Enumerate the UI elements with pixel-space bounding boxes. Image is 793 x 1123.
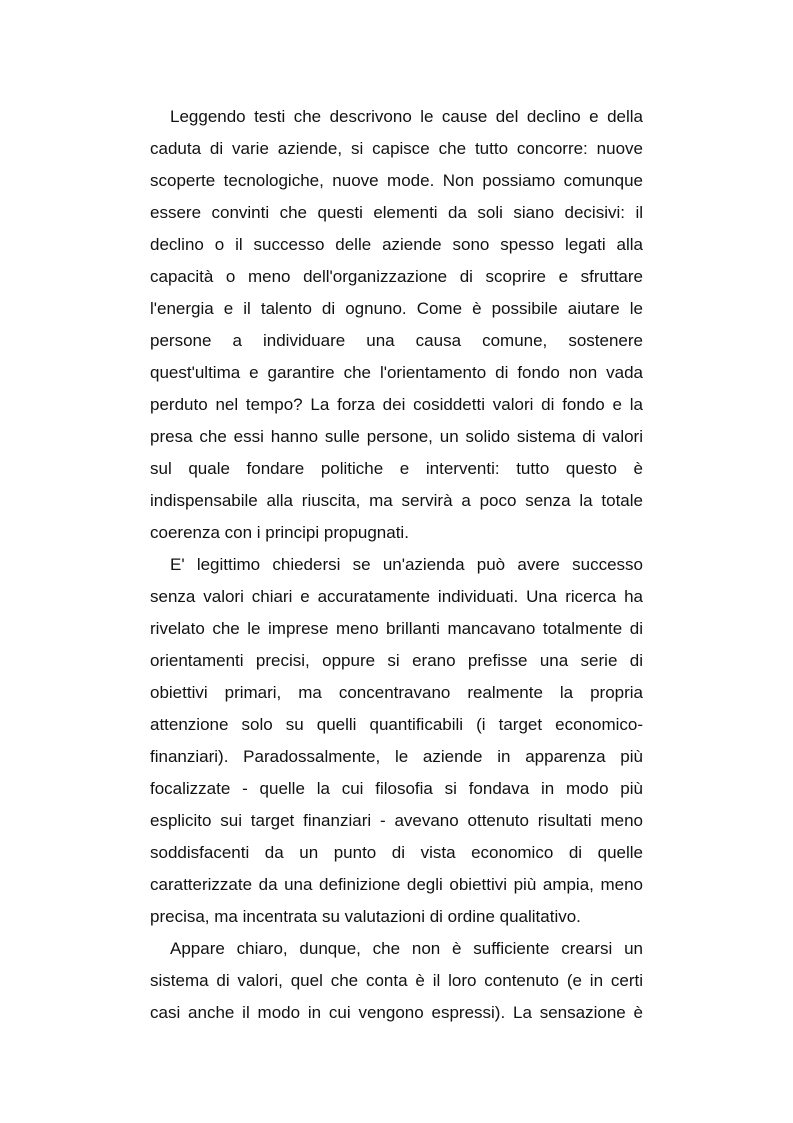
text-line: orientamenti precisi, oppure si erano prefisse una serie di: [150, 651, 643, 670]
text-line: caduta di varie aziende, si capisce che tutto concorre: nuove: [150, 139, 643, 158]
text-line: esplicito sui target finanziari - avevano ottenuto risultati meno: [150, 811, 643, 830]
paragraph: [150, 549, 643, 933]
text-line: soddisfacenti da un punto di vista economico di quelle: [150, 843, 643, 862]
text-line: Appare chiaro, dunque, che non è sufficiente crearsi un: [170, 939, 643, 958]
text-line: persone a individuare una causa comune, sostenere: [150, 331, 643, 350]
text-line: declino o il successo delle aziende sono spesso legati alla: [150, 235, 643, 254]
text-line: caratterizzate da una definizione degli obiettivi più ampia, meno: [150, 875, 643, 894]
text-line: obiettivi primari, ma concentravano realmente la propria: [150, 683, 643, 702]
text-line: essere convinti che questi elementi da soli siano decisivi: il: [150, 203, 643, 222]
text-line: E' legittimo chiedersi se un'azienda può avere successo: [170, 555, 643, 574]
text-line: focalizzate - quelle la cui filosofia si fondava in modo più: [150, 779, 643, 798]
text-line: Leggendo testi che descrivono le cause del declino e della: [170, 107, 643, 126]
text-line: rivelato che le imprese meno brillanti mancavano totalmente di: [150, 619, 643, 638]
paragraph: [150, 101, 643, 549]
body-text: [150, 101, 643, 1029]
text-line: precisa, ma incentrata su valutazioni di ordine qualitativo.: [150, 907, 581, 926]
text-line: finanziari). Paradossalmente, le aziende in apparenza più: [150, 747, 643, 766]
text-line: casi anche il modo in cui vengono espressi). La sensazione è: [150, 1003, 643, 1022]
text-line: indispensabile alla riuscita, ma servirà a poco senza la totale: [150, 491, 643, 510]
text-line: coerenza con i principi propugnati.: [150, 523, 409, 542]
text-line: scoperte tecnologiche, nuove mode. Non possiamo comunque: [150, 171, 643, 190]
text-line: attenzione solo su quelli quantificabili (i target economico-: [150, 715, 643, 734]
text-line: quest'ultima e garantire che l'orientamento di fondo non vada: [150, 363, 643, 382]
text-line: senza valori chiari e accuratamente individuati. Una ricerca ha: [150, 587, 643, 606]
text-line: sul quale fondare politiche e interventi: tutto questo è: [150, 459, 643, 478]
text-line: sistema di valori, quel che conta è il loro contenuto (e in certi: [150, 971, 643, 990]
text-line: l'energia e il talento di ognuno. Come è possibile aiutare le: [150, 299, 643, 318]
text-line: presa che essi hanno sulle persone, un solido sistema di valori: [150, 427, 643, 446]
text-line: perduto nel tempo? La forza dei cosiddetti valori di fondo e la: [150, 395, 643, 414]
paragraph: [150, 933, 643, 1029]
text-line: capacità o meno dell'organizzazione di scoprire e sfruttare: [150, 267, 643, 286]
